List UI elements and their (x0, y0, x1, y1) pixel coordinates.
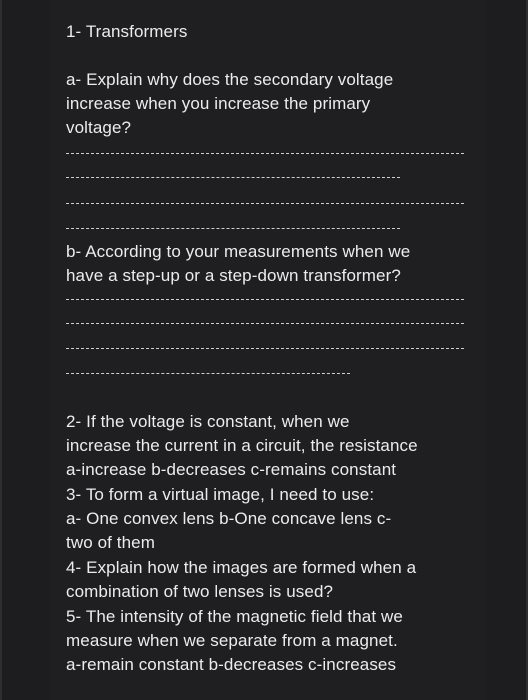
question-2-options: a-increase b-decreases c-remains constant (66, 460, 397, 479)
question-3-line-1: 3- To form a virtual image, I need to use: (66, 485, 375, 504)
answer-line (66, 373, 350, 374)
answer-line (66, 153, 464, 154)
question-3-options-line-2: two of them (66, 533, 155, 552)
question-2-line-2: increase the current in a circuit, the resistance (66, 436, 418, 455)
document-page (50, 0, 486, 700)
question-5-line-2: measure when we separate from a magnet. (66, 631, 398, 650)
question-2-line-1: 2- If the voltage is constant, when we (66, 412, 350, 431)
question-4-line-1: 4- Explain how the images are formed when a (66, 558, 417, 577)
question-1b-line-2: have a step-up or a step-down transformer? (66, 266, 401, 285)
answer-line (66, 177, 400, 178)
question-1a-line-1: a- Explain why does the secondary voltage (66, 70, 394, 89)
answer-line (66, 299, 464, 300)
answer-line (66, 323, 464, 324)
answer-line (66, 228, 400, 229)
question-1a-line-3: voltage? (66, 118, 132, 137)
answer-line (66, 348, 464, 349)
section-title-transformers: 1- Transformers (66, 22, 188, 41)
question-5-line-1: 5- The intensity of the magnetic field that we (66, 607, 403, 626)
question-4-line-2: combination of two lenses is used? (66, 582, 334, 601)
question-5-options: a-remain constant b-decreases c-increases (66, 655, 397, 674)
question-1a-line-2: increase when you increase the primary (66, 94, 371, 113)
answer-line (66, 203, 464, 204)
question-3-options-line-1: a- One convex lens b-One concave lens c- (66, 509, 392, 528)
question-1b-line-1: b- According to your measurements when we (66, 242, 411, 261)
